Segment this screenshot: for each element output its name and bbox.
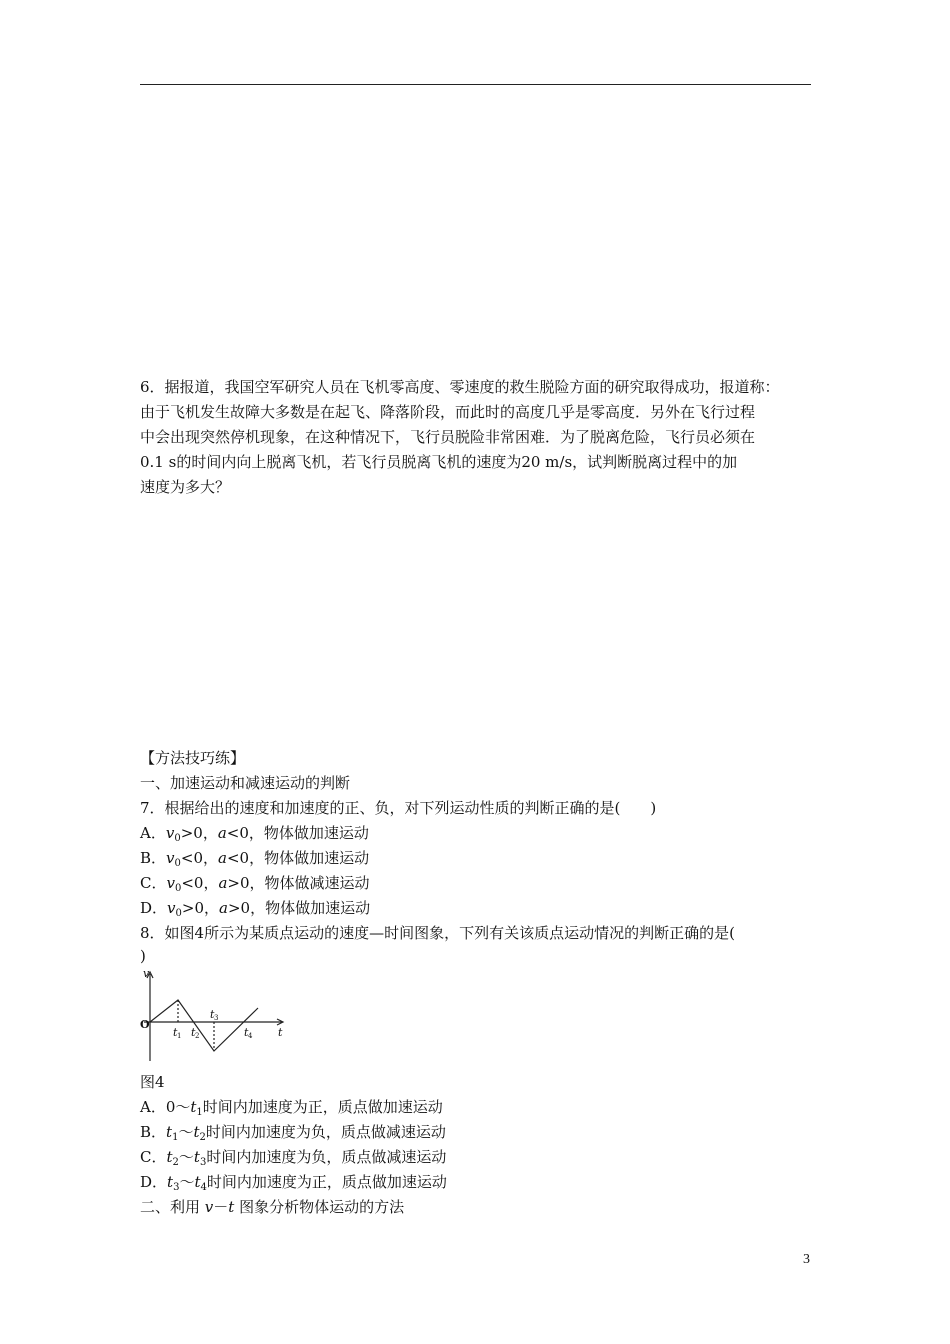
q7-option-b[interactable] xyxy=(140,846,369,871)
a-symbol: a xyxy=(218,874,228,892)
option-text: <0，物体做加速运动 xyxy=(226,849,370,867)
subscript: 0 xyxy=(175,908,182,919)
subscript: 3 xyxy=(199,1157,207,1168)
option-letter: D． xyxy=(140,899,168,917)
t1-label: t xyxy=(173,1026,178,1039)
option-text: 时间内加速度为负，质点做减速运动 xyxy=(205,1123,446,1141)
q6-line: 0.1 s的时间内向上脱离飞机，若飞行员脱离飞机的速度为20 m/s，试判断脱离过程中的加 xyxy=(140,453,738,471)
q8-option-b[interactable]: B．$t_1\sim t_2$时间内加速度为负，质点做减速运动 xyxy=(140,1123,446,1143)
t-symbol: t xyxy=(167,1173,174,1191)
subscript: 0 xyxy=(174,833,181,844)
t2-label: t xyxy=(191,1026,196,1039)
option-text: <0，物体做加速运动 xyxy=(226,824,369,842)
option-letter: B． xyxy=(140,1123,167,1141)
option-letter: C． xyxy=(140,1148,167,1166)
t1-sub: 1 xyxy=(177,1032,182,1040)
t-symbol: t xyxy=(166,1123,173,1141)
q7-option-c[interactable] xyxy=(140,871,370,896)
t3-sub: 3 xyxy=(214,1014,219,1022)
q8-option-a[interactable] xyxy=(140,1095,443,1120)
t-axis-label: t xyxy=(278,1026,283,1039)
q8-stem: 8．如图4所示为某质点运动的速度—时间图象，下列有关该质点运动情况的判断正确的是( xyxy=(140,924,735,942)
section-title: 【方法技巧练】 xyxy=(140,749,246,767)
t-symbol: t xyxy=(166,1148,173,1166)
q8-option-c[interactable]: C．$t_2\sim t_3$时间内加速度为负，质点做减速运动 xyxy=(140,1148,447,1168)
header-rule xyxy=(140,84,811,85)
figure-caption: 图4 xyxy=(140,1073,165,1091)
relation: >0， xyxy=(180,824,218,842)
a-symbol: a xyxy=(217,824,227,842)
q6-line: 由于飞机发生故障大多数是在起飞、降落阶段，而此时的高度几乎是零高度．另外在飞行过程 xyxy=(140,403,756,421)
q6-line: 6．据报道，我国空军研究人员在飞机零高度、零速度的救生脱险方面的研究取得成功，报道称： xyxy=(140,378,780,396)
t-symbol: t xyxy=(193,1123,200,1141)
subscript: 2 xyxy=(172,1157,179,1168)
option-letter: A． xyxy=(140,1098,166,1116)
t3-label: t xyxy=(210,1008,215,1021)
part2-title xyxy=(140,1195,404,1220)
q7-stem: 7．根据给出的速度和加速度的正、负，对下列运动性质的判断正确的是( ) xyxy=(140,799,657,817)
relation: >0， xyxy=(181,899,220,917)
t2-sub: 2 xyxy=(195,1032,200,1040)
v-symbol: v xyxy=(166,849,175,867)
t4-label: t xyxy=(244,1026,249,1039)
q7-option-a[interactable] xyxy=(140,821,369,846)
q6-line: 中会出现突然停机现象，在这种情况下，飞行员脱险非常困难．为了脱离危险，飞行员必须在 xyxy=(140,428,756,446)
velocity-line xyxy=(150,1000,258,1051)
origin-label: O xyxy=(140,1018,150,1031)
q6-line: 速度为多大？ xyxy=(140,478,231,496)
v-label: v xyxy=(143,967,150,980)
dash: － xyxy=(213,1198,229,1216)
vt-graph-figure xyxy=(138,966,288,1064)
subscript: 0 xyxy=(174,858,181,869)
option-text: 时间内加速度为正，质点做加速运动 xyxy=(206,1173,447,1191)
q8-option-d[interactable]: D．$t_3\sim t_4$时间内加速度为正，质点做加速运动 xyxy=(140,1173,447,1193)
relation: <0， xyxy=(180,849,219,867)
subscript: 2 xyxy=(199,1132,206,1143)
subscript: 1 xyxy=(196,1107,203,1118)
page-number: 3 xyxy=(803,1252,810,1267)
option-text: 时间内加速度为负，质点做减速运动 xyxy=(206,1148,447,1166)
v-symbol: v xyxy=(204,1198,214,1216)
t-symbol: t xyxy=(194,1173,201,1191)
a-symbol: a xyxy=(219,899,228,917)
subscript: 3 xyxy=(173,1182,180,1193)
relation: <0， xyxy=(181,874,219,892)
part1-title: 一、加速运动和减速运动的判断 xyxy=(140,774,351,792)
option-text: 时间内加速度为正，质点做加速运动 xyxy=(202,1098,443,1116)
subscript: 4 xyxy=(200,1182,207,1193)
q7-option-d[interactable] xyxy=(140,896,370,921)
v-symbol: v xyxy=(165,824,175,842)
option-text: >0，物体做加速运动 xyxy=(227,899,371,917)
subscript: 0 xyxy=(174,883,182,894)
option-letter: B． xyxy=(140,849,167,867)
part2-prefix: 二、利用 xyxy=(140,1198,205,1216)
q8-stem-cont: ) xyxy=(140,947,146,965)
option-letter: D． xyxy=(140,1173,168,1191)
subscript: 1 xyxy=(172,1132,179,1143)
a-symbol: a xyxy=(218,849,227,867)
option-prefix: 0～ xyxy=(165,1098,191,1116)
t-symbol: t xyxy=(228,1198,235,1216)
question-6 xyxy=(140,375,812,500)
part2-text: 图象分析物体运动的方法 xyxy=(234,1198,405,1216)
option-letter: A． xyxy=(140,824,166,842)
option-text: >0，物体做减速运动 xyxy=(227,874,370,892)
v-symbol: v xyxy=(166,874,175,892)
t4-sub: 4 xyxy=(248,1032,253,1040)
v-symbol: v xyxy=(167,899,176,917)
t-symbol: t xyxy=(190,1098,197,1116)
t-symbol: t xyxy=(193,1148,200,1166)
option-letter: C． xyxy=(140,874,167,892)
